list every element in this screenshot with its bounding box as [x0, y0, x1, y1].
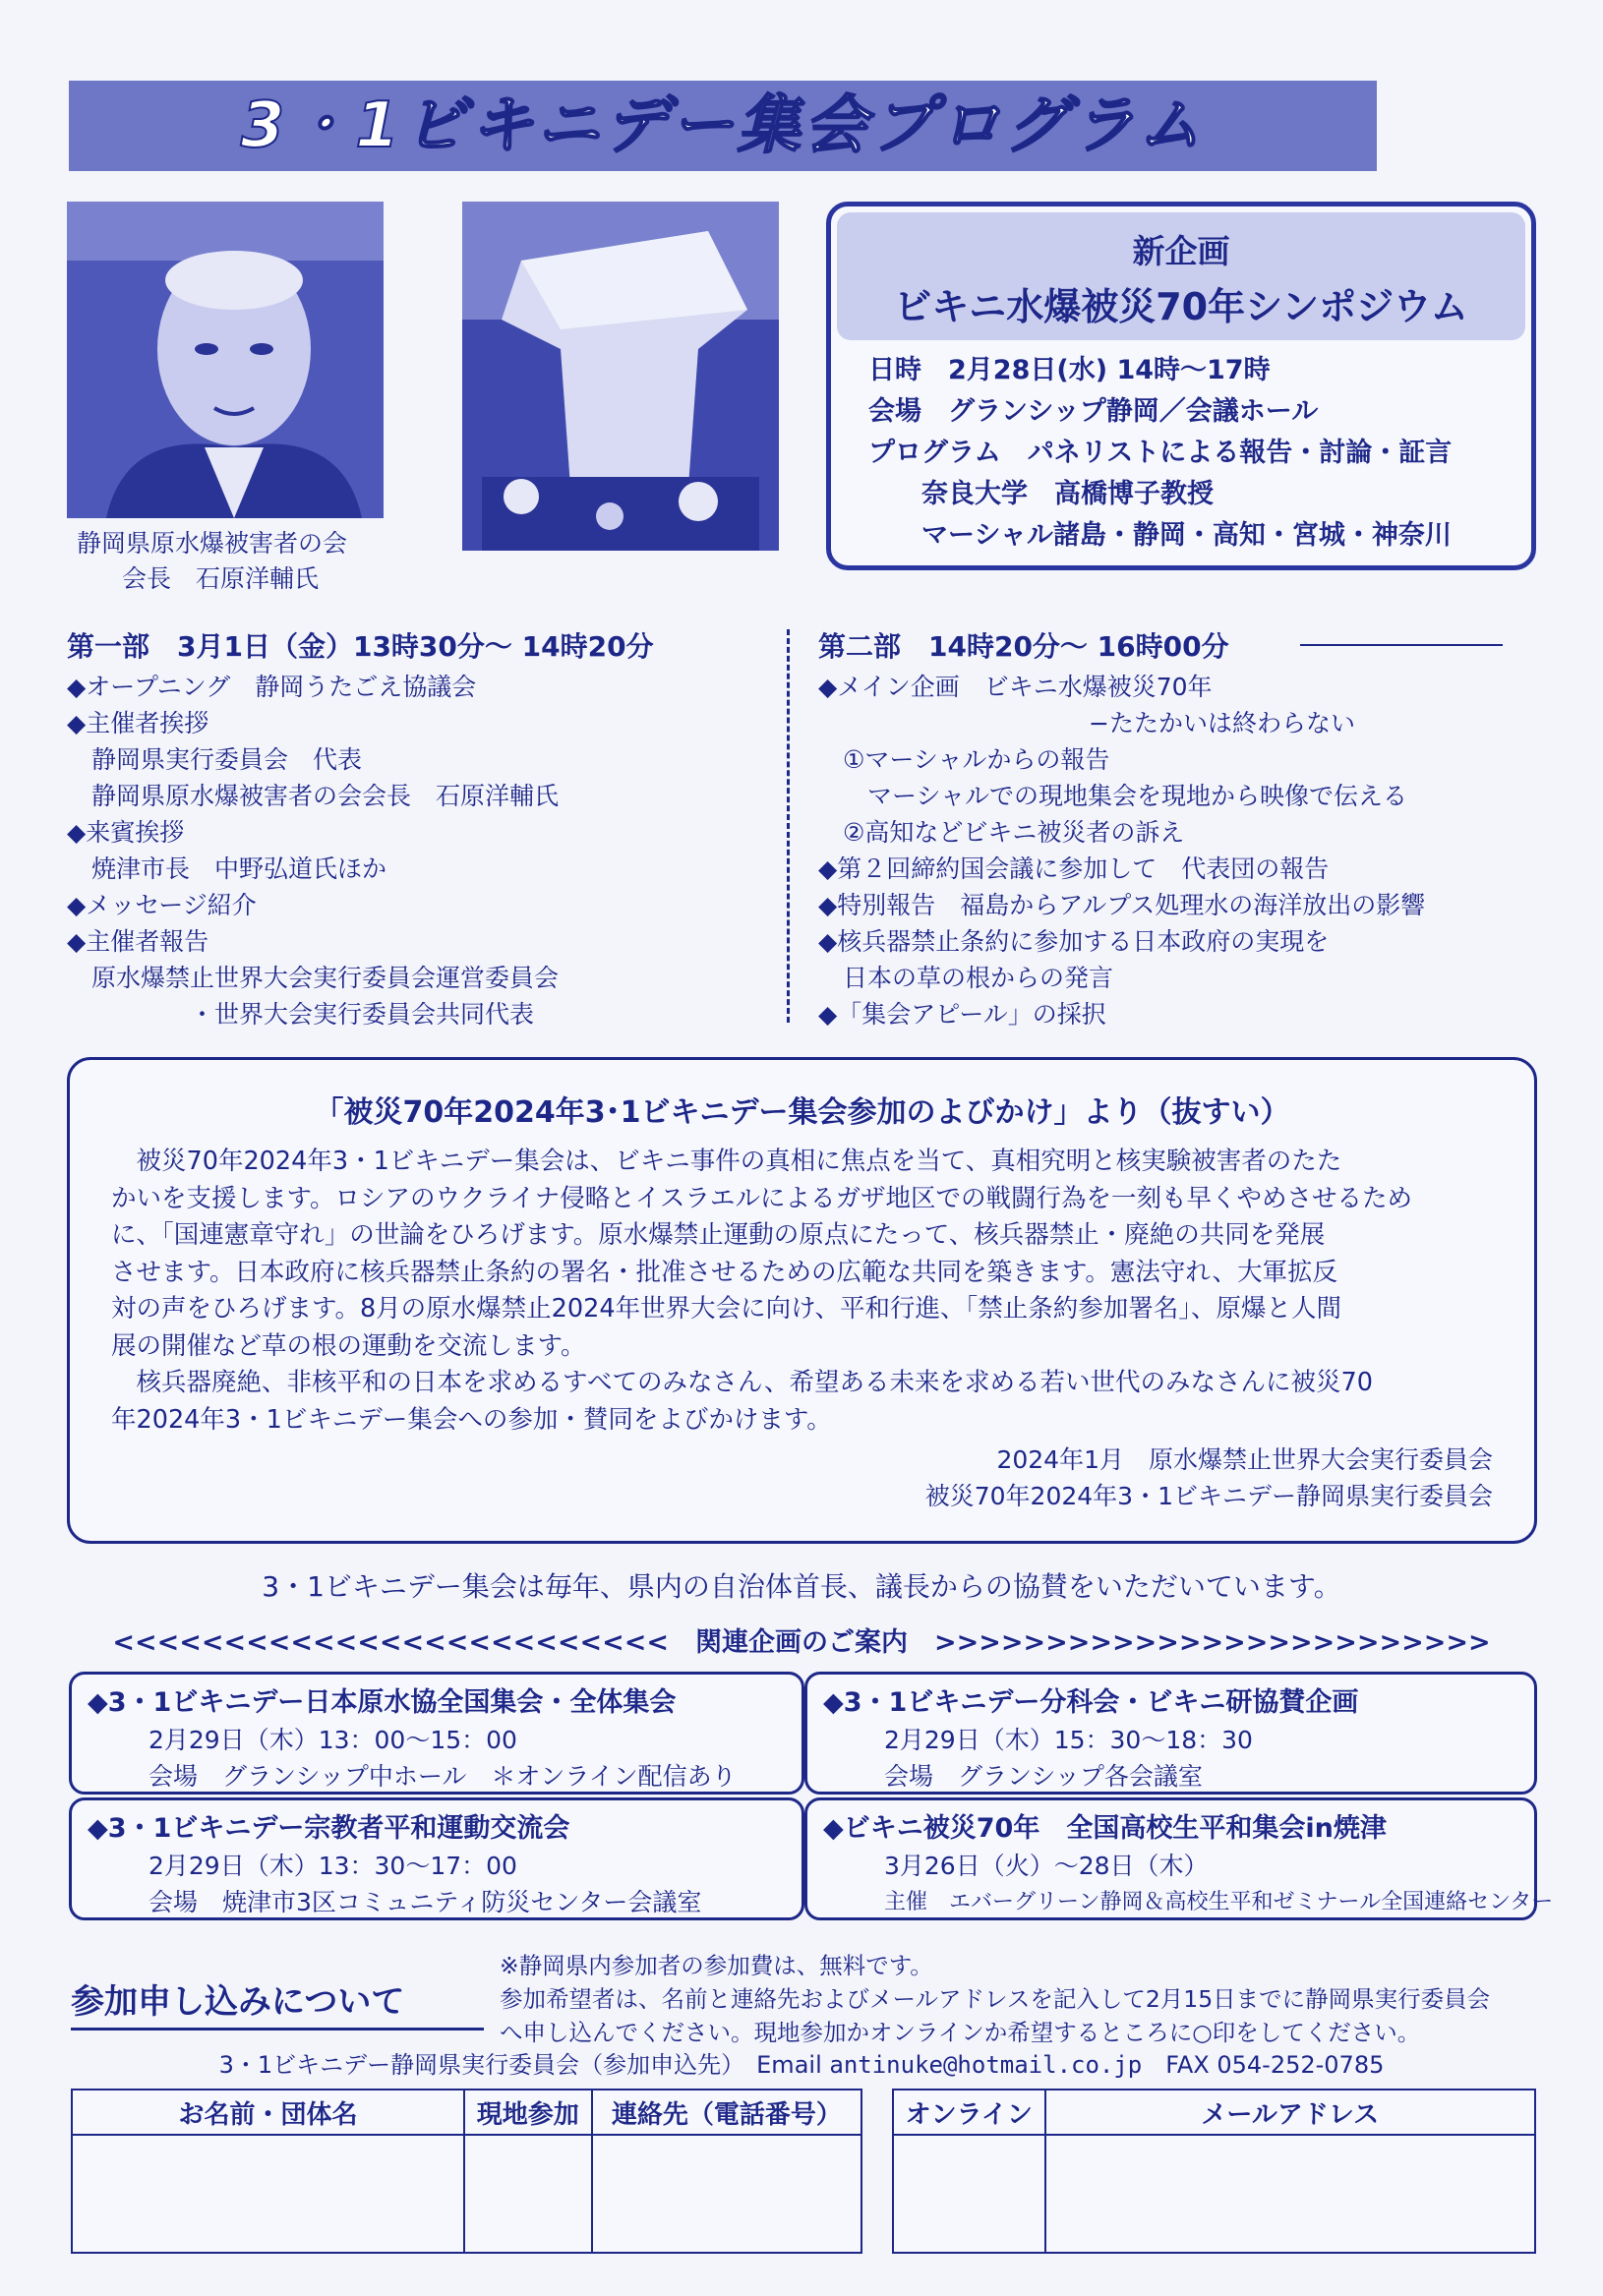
part1-item: ・世界大会実行委員会共同代表	[67, 1000, 535, 1029]
title-banner	[69, 81, 1377, 171]
event-date: 2月29日（木）13：00〜15：00	[148, 1726, 517, 1754]
appeal-box	[67, 1057, 1537, 1544]
appeal-line: 展の開催など草の根の運動を交流します。	[111, 1330, 586, 1361]
symposium-header	[837, 212, 1525, 340]
appeal-signature-line: 2024年1月 原水爆禁止世界大会実行委員会	[996, 1445, 1493, 1474]
column-divider	[787, 629, 790, 1023]
symposium-label: 新企画	[1132, 232, 1230, 270]
apply-instructions	[500, 1949, 1490, 2049]
symposium-box	[826, 202, 1536, 570]
event-date: 2月29日（木）13：30〜17：00	[148, 1852, 517, 1880]
contact-email[interactable]: antinuke@hotmail.co.jp	[829, 2051, 1143, 2079]
form-header-email: メールアドレス	[1045, 2090, 1535, 2135]
event-card	[804, 1797, 1554, 1920]
event-title: ◆3・1ビキニデー分科会・ビキニ研協賛企画	[823, 1687, 1359, 1718]
photo-caption-name: 会長 石原洋輔氏	[122, 564, 320, 593]
apply-line: へ申し込んでください。現地参加かオンラインか希望するところに○印をしてください。	[500, 2019, 1421, 2046]
contact-prefix: 3・1ビキニデー静岡県実行委員会（参加申込先） Email	[218, 2051, 830, 2079]
part1-item: ◆来賓挨拶	[67, 818, 185, 847]
form-header-online: オンライン	[893, 2090, 1045, 2135]
symposium-details	[831, 346, 1531, 557]
photo-caption-org: 静岡県原水爆被害者の会	[77, 529, 348, 558]
apply-line: ※静岡県内参加者の参加費は、無料です。	[500, 1952, 933, 1979]
symposium-line: 日時 2月28日(水) 14時〜17時	[868, 355, 1271, 385]
appeal-title: 「被災70年2024年3･1ビキニデー集会参加のよびかけ」より（抜すい）	[314, 1095, 1290, 1130]
form-cell-phone[interactable]	[592, 2135, 861, 2253]
part2-item: −たたかいは終わらない	[818, 709, 1355, 737]
event-place: 会場 グランシップ各会議室	[884, 1762, 1203, 1791]
part1-item: 静岡県実行委員会 代表	[67, 745, 363, 774]
related-events-heading: <<<<<<<<<<<<<<<<<<<<<<<<< 関連企画のご案内 >>>>>>>>>>>>>>>>>>>>>>>>>	[112, 1627, 1491, 1658]
part1-list	[67, 669, 559, 1032]
symposium-title: ビキニ水爆被災70年シンポジウム	[894, 285, 1468, 328]
event-place: 主催 エバーグリーン静岡＆高校生平和ゼミナール全国連絡センター	[884, 1890, 1554, 1914]
appeal-line: 年2024年3・1ビキニデー集会への参加・賛同をよびかけます。	[111, 1404, 832, 1435]
event-place: 会場 グランシップ中ホール ＊オンライン配信あり	[148, 1762, 737, 1791]
application-form-left	[71, 2089, 862, 2254]
form-cell-name[interactable]	[72, 2135, 464, 2253]
form-header-name: お名前・団体名	[72, 2090, 464, 2135]
application-form-right	[892, 2089, 1536, 2254]
event-date: 2月29日（木）15：30〜18：30	[884, 1726, 1253, 1754]
apply-title: 参加申し込みについて	[71, 1982, 405, 2022]
form-header-onsite: 現地参加	[464, 2090, 592, 2135]
appeal-line: 核兵器廃絶、非核平和の日本を求めるすべてのみなさん、希望ある未来を求める若い世代のみなさんに被災70	[111, 1368, 1373, 1397]
part2-item: ①マーシャルからの報告	[818, 745, 1110, 774]
part2-item: ②高知などビキニ被災者の訴え	[818, 818, 1185, 847]
appeal-signature-line: 被災70年2024年3・1ビキニデー静岡県実行委員会	[924, 1482, 1493, 1510]
page-title: 3・1ビキニデー集会プログラム	[240, 89, 1206, 162]
event-title: ◆3・1ビキニデー宗教者平和運動交流会	[88, 1813, 570, 1844]
part2-item: マーシャルでの現地集会を現地から映像で伝える	[818, 782, 1408, 810]
part1-title: 第一部 3月1日（金）13時30分〜 14時20分	[67, 630, 654, 663]
apply-title-rule	[71, 2028, 484, 2031]
part1-item: ◆メッセージ紹介	[67, 891, 257, 919]
event-card	[804, 1672, 1537, 1795]
appeal-line: に、「国連憲章守れ」の世論をひろげます。原水爆禁止運動の原点にたって、核兵器禁止・廃絶の共同を発展	[111, 1220, 1326, 1250]
part2-item: ◆第２回締約国会議に参加して 代表団の報告	[818, 854, 1330, 883]
form-cell-onsite[interactable]	[464, 2135, 592, 2253]
symposium-line: マーシャル諸島・静岡・高知・宮城・神奈川	[868, 520, 1452, 551]
event-date: 3月26日（火）〜28日（木）	[884, 1852, 1209, 1880]
appeal-line: かいを支援します。ロシアのウクライナ侵略とイスラエルによるガザ地区での戦闘行為を一刻も早くやめさせるため	[111, 1183, 1412, 1213]
form-cell-online[interactable]	[893, 2135, 1045, 2253]
contact-fax: FAX 054-252-0785	[1142, 2051, 1385, 2079]
part2-item: ◆「集会アピール」の採択	[818, 1000, 1106, 1029]
part2-title: 第二部 14時20分〜 16時00分	[818, 630, 1229, 663]
appeal-signature	[925, 1442, 1493, 1514]
sponsor-note: 3・1ビキニデー集会は毎年、県内の自治体首長、議長からの協賛をいただいています。	[262, 1570, 1341, 1603]
form-cell-email[interactable]	[1045, 2135, 1535, 2253]
monument-photo	[462, 202, 779, 551]
form-header-phone: 連絡先（電話番号）	[592, 2090, 861, 2135]
symposium-line: 会場 グランシップ静岡／会議ホール	[868, 396, 1319, 427]
part2-item: ◆核兵器禁止条約に参加する日本政府の実現を	[818, 927, 1330, 956]
appeal-line: 対の声をひろげます。8月の原水爆禁止2024年世界大会に向け、平和行進、「禁止条約参加署名」、原爆と人間	[111, 1294, 1342, 1324]
part2-item: ◆特別報告 福島からアルプス処理水の海洋放出の影響	[818, 891, 1426, 919]
part1-item: ◆主催者挨拶	[67, 709, 209, 737]
symposium-line: 奈良大学 高橋博子教授	[868, 479, 1214, 509]
part1-item: ◆主催者報告	[67, 927, 209, 956]
apply-line: 参加希望者は、名前と連絡先およびメールアドレスを記入して2月15日までに静岡県実行委員会	[500, 1985, 1491, 2013]
part1-item: 焼津市長 中野弘道氏ほか	[67, 854, 387, 883]
event-title: ◆ビキニ被災70年 全国高校生平和集会in焼津	[823, 1813, 1387, 1844]
chairman-photo	[67, 202, 384, 518]
appeal-body	[111, 1144, 1508, 1439]
symposium-line: プログラム パネリストによる報告・討論・証言	[868, 438, 1453, 468]
event-card	[69, 1797, 804, 1920]
event-title: ◆3・1ビキニデー日本原水協全国集会・全体集会	[88, 1687, 677, 1718]
part2-title-rule	[1300, 644, 1503, 646]
appeal-line: 被災70年2024年3・1ビキニデー集会は、ビキニ事件の真相に焦点を当て、真相究明と核実験被害者のたた	[111, 1147, 1342, 1176]
contact-line	[0, 2045, 1603, 2080]
part1-item: 静岡県原水爆被害者の会会長 石原洋輔氏	[67, 782, 560, 810]
part1-item: 原水爆禁止世界大会実行委員会運営委員会	[67, 964, 560, 992]
part1-item: ◆オープニング 静岡うたごえ協議会	[67, 673, 477, 701]
event-place: 会場 焼津市3区コミュニティ防災センター会議室	[148, 1888, 702, 1916]
event-card	[69, 1672, 804, 1795]
appeal-line: させます。日本政府に核兵器禁止条約の署名・批准させるための広範な共同を築きます。憲法守れ、大軍拡反	[111, 1257, 1337, 1287]
part2-list	[818, 669, 1425, 1032]
part2-item: 日本の草の根からの発言	[818, 964, 1114, 992]
part2-item: ◆メイン企画 ビキニ水爆被災70年	[818, 673, 1213, 701]
